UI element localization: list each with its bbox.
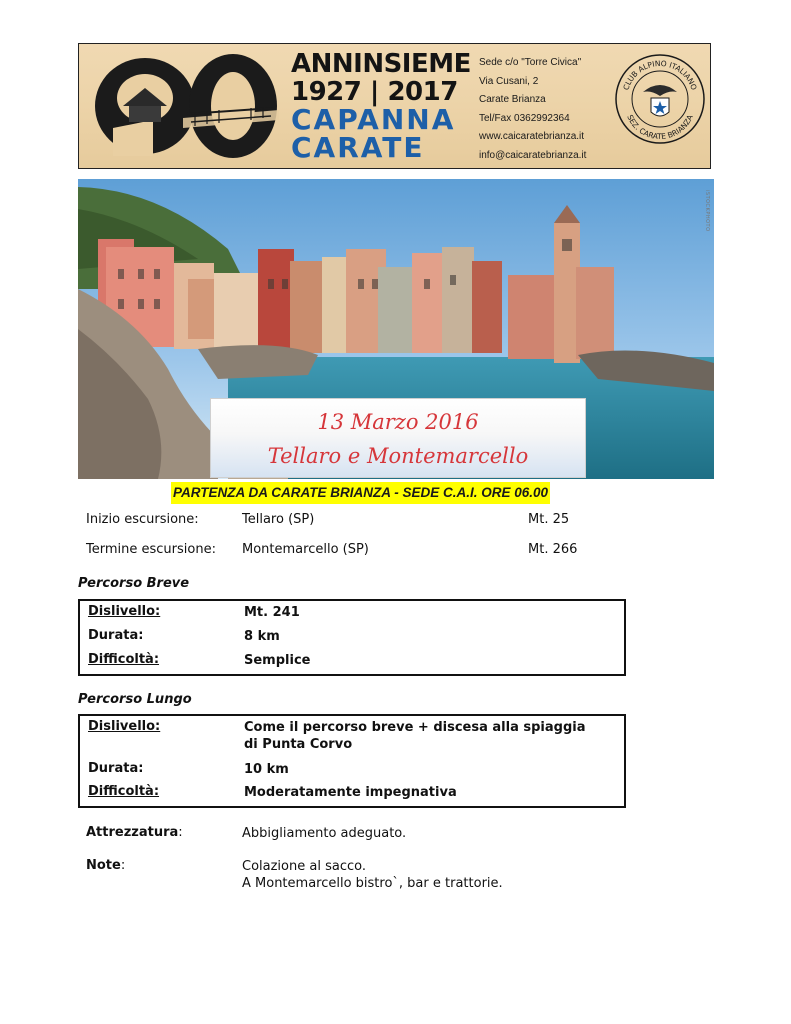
start-place: Tellaro (SP) — [242, 512, 315, 527]
notes-label — [86, 858, 125, 873]
short-duration-label: Durata: — [88, 628, 144, 643]
event-title-box — [210, 398, 586, 478]
seal-bottom-text: SEZ. CARATE BRIANZA — [625, 113, 695, 142]
phone-line: Tel/Fax 0362992364 — [479, 112, 570, 124]
equipment-sep: : — [178, 825, 183, 840]
event-title: Tellaro e Montemarcello — [267, 444, 529, 468]
long-difficulty-value: Moderatamente impegnativa — [244, 785, 457, 800]
address-line: Sede c/o "Torre Civica" — [479, 57, 582, 68]
end-altitude: Mt. 266 — [528, 542, 578, 557]
long-elevation-label: Dislivello: — [88, 719, 161, 734]
end-place: Montemarcello (SP) — [242, 542, 369, 557]
anniversary-line-2: 1927 | 2017 — [291, 77, 458, 107]
equipment-value: Abbigliamento adeguato. — [242, 826, 407, 841]
website-line: www.caicaratebrianza.it — [479, 131, 585, 142]
short-duration-value: 8 km — [244, 629, 280, 644]
long-route-table — [78, 714, 626, 808]
departure-banner: PARTENZA DA CARATE BRIANZA - SEDE C.A.I. ORE 06.00 — [171, 482, 550, 504]
short-difficulty-label: Difficoltà: — [88, 652, 160, 667]
photo-credit: iSTOCKPHOTO — [704, 190, 710, 232]
short-route-title: Percorso Breve — [78, 576, 190, 591]
long-elevation-value: Come il percorso breve + discesa alla spiaggia — [244, 720, 586, 735]
event-date: 13 Marzo 2016 — [317, 410, 479, 434]
short-elevation-label: Dislivello: — [88, 604, 161, 619]
anniversary-title — [291, 50, 471, 162]
short-elevation-value: Mt. 241 — [244, 605, 300, 620]
start-label: Inizio escursione: — [86, 512, 199, 527]
capanna-90-logo — [83, 48, 283, 166]
long-duration-value: 10 km — [244, 762, 289, 777]
short-difficulty-value: Semplice — [244, 653, 311, 668]
address-line: Via Cusani, 2 — [479, 75, 539, 87]
end-label: Termine escursione: — [86, 542, 216, 557]
start-altitude: Mt. 25 — [528, 512, 570, 527]
long-difficulty-label: Difficoltà: — [88, 784, 160, 799]
long-duration-label: Durata: — [88, 761, 144, 776]
notes-line-2: A Montemarcello bistro`, bar e trattorie. — [242, 876, 503, 891]
anniversary-line-1: ANNINSIEME — [291, 49, 471, 79]
long-route-title: Percorso Lungo — [78, 692, 192, 707]
notes-line-1: Colazione al sacco. — [242, 859, 366, 874]
address-block — [479, 54, 586, 165]
anniversary-line-3: CAPANNA — [291, 103, 456, 136]
cai-seal-icon — [613, 52, 707, 146]
seal-top-text: CLUB ALPINO ITALIANO — [621, 58, 699, 92]
equipment-label-text: Attrezzatura — [86, 825, 179, 840]
short-route-table — [78, 599, 626, 676]
equipment-label — [86, 825, 183, 840]
address-line: Carate Brianza — [479, 94, 546, 105]
notes-label-text: Note — [86, 858, 121, 873]
long-elevation-value-cont: di Punta Corvo — [244, 737, 353, 752]
notes-sep: : — [120, 858, 126, 873]
anniversary-line-4: CARATE — [291, 131, 425, 164]
header-banner — [78, 43, 711, 169]
email-line: info@caicaratebrianza.it — [479, 149, 587, 161]
